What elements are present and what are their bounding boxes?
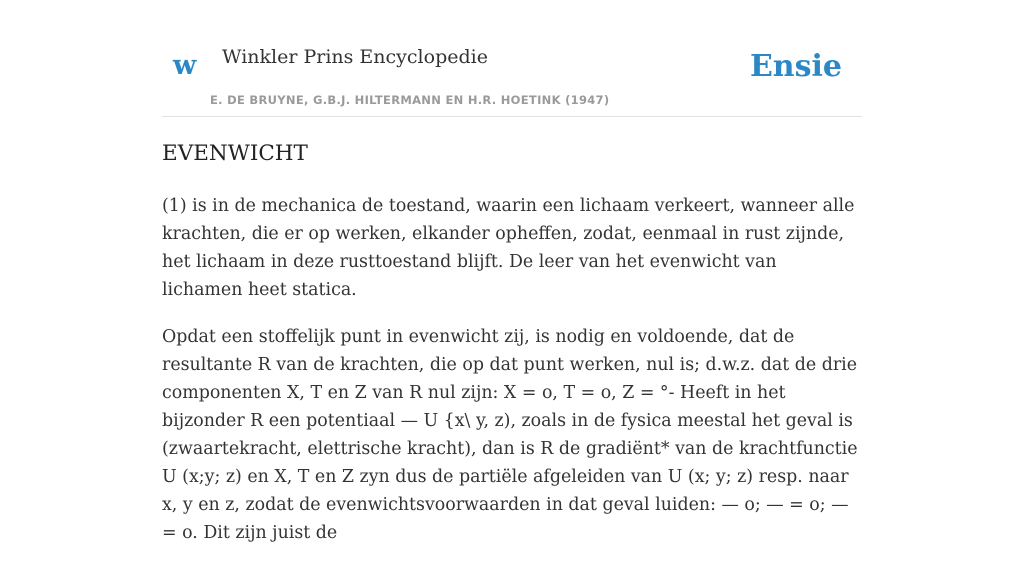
site-title[interactable]: Winkler Prins Encyclopedie [222,46,488,68]
article-paragraph: (1) is in de mechanica de toestand, waarin een lichaam verkeert, wanneer alle krachten, die er op werken, elkander opheffen, zodat, eenmaal in rust zijnde, het lichaam in deze rusttoestand blijft. De leer van het evenwicht van lichamen heet statica. [162,196,855,300]
authors-line: E. DE BRUYNE, G.B.J. HILTERMANN EN H.R. HOETINK (1947) [210,93,610,107]
article-title: EVENWICHT [162,141,308,166]
site-header [162,0,862,117]
brand-logo[interactable]: Ensie [749,49,842,84]
article-paragraph: Opdat een stoffelijk punt in evenwicht zij, is nodig en voldoende, dat de resultante R van de krachten, die op dat punt werken, nul is; d.w.z. dat de drie componenten X, T en Z van R nul zijn: X = o, T = o, Z = °- Heeft in het bijzonder R een potentiaal — U {x\ y, z), zoals in de fysica meestal het geval is (zwaartekracht, elettrische kracht), dan is R de gradiënt* van de krachtfunctie U (x;y; z) en X, T en Z zyn dus de partiële afgeleiden van U (x; y; z) resp. naar x, y en z, zodat de evenwichtsvoorwaarden in dat geval luiden: — o; — = o; — = o. Dit zijn juist de [162,327,858,543]
article-body [162,192,862,566]
site-logo[interactable]: w [173,50,197,81]
page [162,0,862,543]
